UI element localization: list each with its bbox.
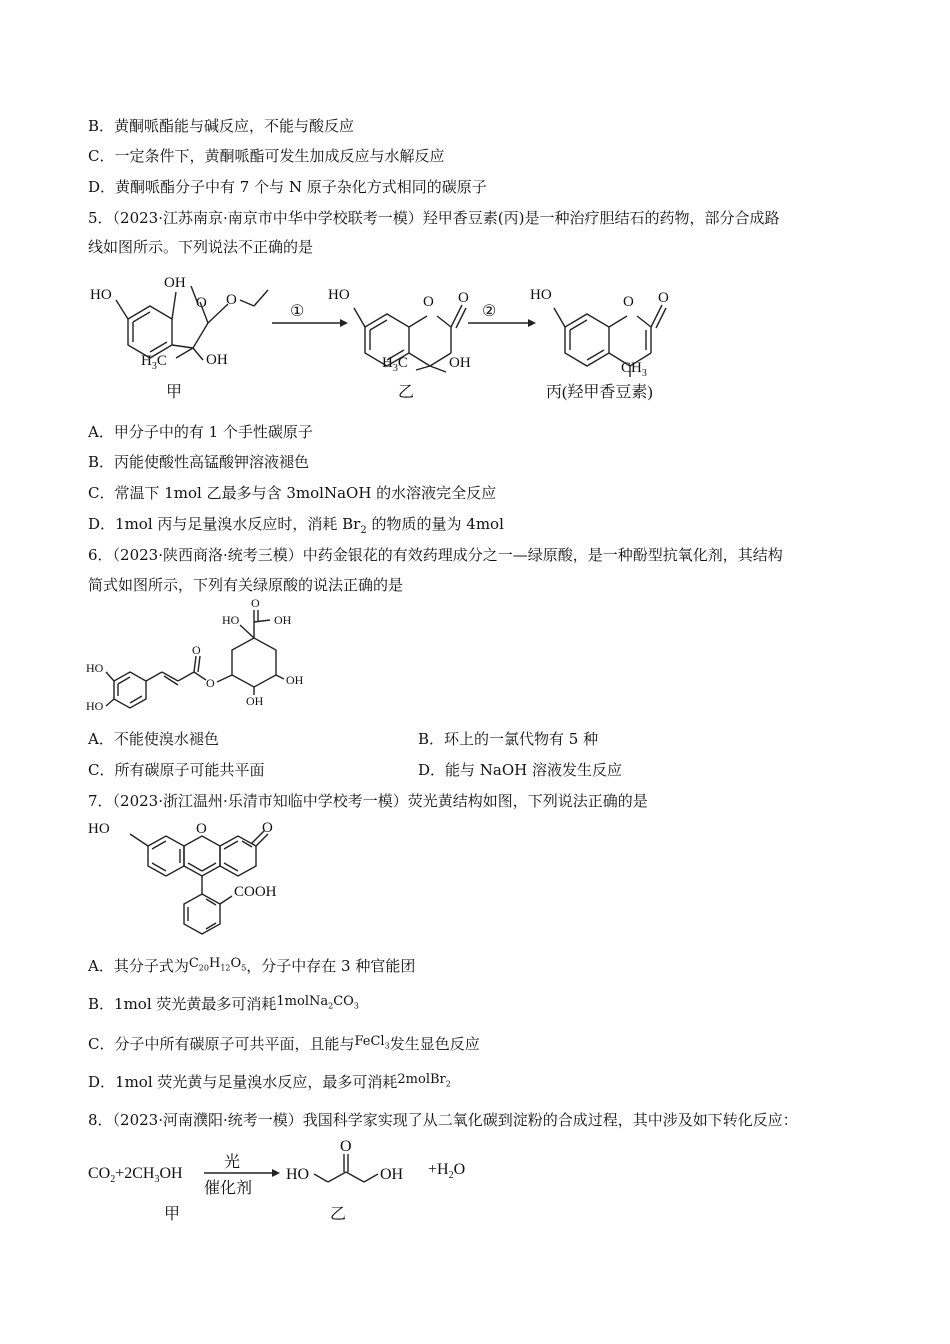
option-c: C．一定条件下，黄酮哌酯可发生加成反应与水解反应 [88,147,445,165]
option-d: D．黄酮哌酯分子中有 7 个与 N 原子杂化方式相同的碳原子 [88,178,487,196]
q7a-formula: $C_{20}H_{12}O_5$ [188,956,247,973]
s6-ho-3: HO [222,613,240,627]
scheme5-o-1: O [196,295,207,311]
label-yi: 乙 [398,384,415,401]
question-5-stem-2: 线如图所示。下列说法不正确的是 [88,238,314,256]
question-6-stem-2: 简式如图所示，下列有关绿原酸的说法正确的是 [88,576,404,594]
question-6-stem-1: 6．（2023·陕西商洛·统考三模）中药金银花的有效药理成分之一—绿原酸，是一种酚型抗氧化剂，其结构 [88,546,783,564]
s8-oh: OH [380,1166,404,1183]
s8-reactants: $CO_2+2CH_3OH$ [88,1165,183,1185]
q7-option-b: B．1mol 荧光黄最多可消耗$1molNa_2CO_3$ [88,994,359,1013]
s8-condition-light: 光 [224,1154,241,1171]
scheme5-oh-1: OH [164,275,186,291]
q5-option-c: C．常温下 1mol 乙最多与含 3molNaOH 的水溶液完全反应 [88,484,497,502]
scheme5-oh-yi: OH [449,355,471,371]
option-b: B．黄酮哌酯能与碱反应，不能与酸反应 [88,117,355,135]
scheme5-ho-1: HO [90,287,112,303]
s8-condition-catalyst: 催化剂 [204,1180,253,1197]
structure-6-diagram [0,596,950,720]
step-2: ② [482,303,497,320]
step-1: ① [290,303,305,320]
q5-option-a: A．甲分子中的有 1 个手性碳原子 [88,423,313,441]
scheme5-o-2: O [226,292,237,308]
question-7-stem: 7．（2023·浙江温州·乐清市知临中学校考一模）荧光黄结构如图，下列说法正确的是 [88,792,648,810]
s6-oh-2: OH [286,673,304,687]
s6-o-acid: O [251,596,260,610]
scheme5-o-carbonyl-bing: O [658,290,669,306]
q5-option-b: B．丙能使酸性高锰酸钾溶液褪色 [88,453,310,471]
s8-label-yi: 乙 [330,1206,347,1223]
scheme-5-diagram [0,260,950,410]
s6-o-ester: O [206,676,215,690]
q7-option-a: A．其分子式为$C_{20}H_{12}O_5$，分子中存在 3 种官能团 [88,956,416,975]
q7c-formula: FeCl$_3$ [354,1034,390,1051]
scheme5-o-carbonyl-yi: O [458,290,469,306]
scheme-8-diagram [0,1132,950,1232]
q7d-formula: 2molBr$_2$ [397,1072,451,1089]
q7-option-d: D．1mol 荧光黄与足量溴水反应，最多可消耗2molBr$_2$ [88,1072,451,1091]
s8-label-jia: 甲 [164,1206,181,1223]
s6-o-carbonyl: O [192,643,201,657]
scheme5-ho-yi: HO [328,287,350,303]
q5-option-d: D．1mol 丙与足量溴水反应时，消耗 $Br_2$ 的物质的量为 4mol [88,515,504,536]
q7-option-c: C．分子中所有碳原子可共平面，且能与FeCl$_3$发生显色反应 [88,1034,480,1053]
structure-7-diagram [0,812,950,942]
q6-option-a: A．不能使溴水褪色 [88,730,219,748]
s8-ho: HO [286,1166,310,1183]
scheme5-o-ring-bing: O [623,294,634,310]
scheme5-oh-2: OH [206,352,228,368]
s7-ho: HO [88,821,110,837]
scheme5-h3c-yi: $H_3C$ [382,355,408,374]
s6-oh-3: OH [246,694,264,708]
scheme5-ho-bing: HO [530,287,552,303]
q6-option-d: D．能与 NaOH 溶液发生反应 [418,761,623,779]
scheme5-h3c-1: $H_3C$ [141,353,167,372]
question-5-stem-1: 5．（2023·江苏南京·南京市中华中学校联考一模）羟甲香豆素(丙)是一种治疗胆结石的药物，部分合成路 [88,209,780,227]
scheme5-ch3-bing: $CH_3$ [621,360,647,379]
s6-ho-2: HO [86,699,104,713]
s7-o-ring: O [196,821,207,837]
s8-o: O [340,1138,352,1155]
q6-option-c: C．所有碳原子可能共平面 [88,761,265,779]
s6-oh-1: OH [274,613,292,627]
question-8-stem: 8．（2023·河南濮阳·统考一模）我国科学家实现了从二氧化碳到淀粉的合成过程，其中涉及如下转化反应： [88,1111,798,1129]
label-bing: 丙(羟甲香豆素) [546,384,653,401]
q6-option-b: B．环上的一氯代物有 5 种 [418,730,599,748]
s7-cooh: COOH [234,884,277,900]
label-jia: 甲 [166,384,183,401]
s7-o-carbonyl: O [262,820,273,836]
scheme5-o-ring-yi: O [423,294,434,310]
s6-ho-1: HO [86,661,104,675]
q7b-formula: $1molNa_2CO_3$ [276,994,359,1011]
s8-water: $+H_2O$ [428,1161,466,1181]
